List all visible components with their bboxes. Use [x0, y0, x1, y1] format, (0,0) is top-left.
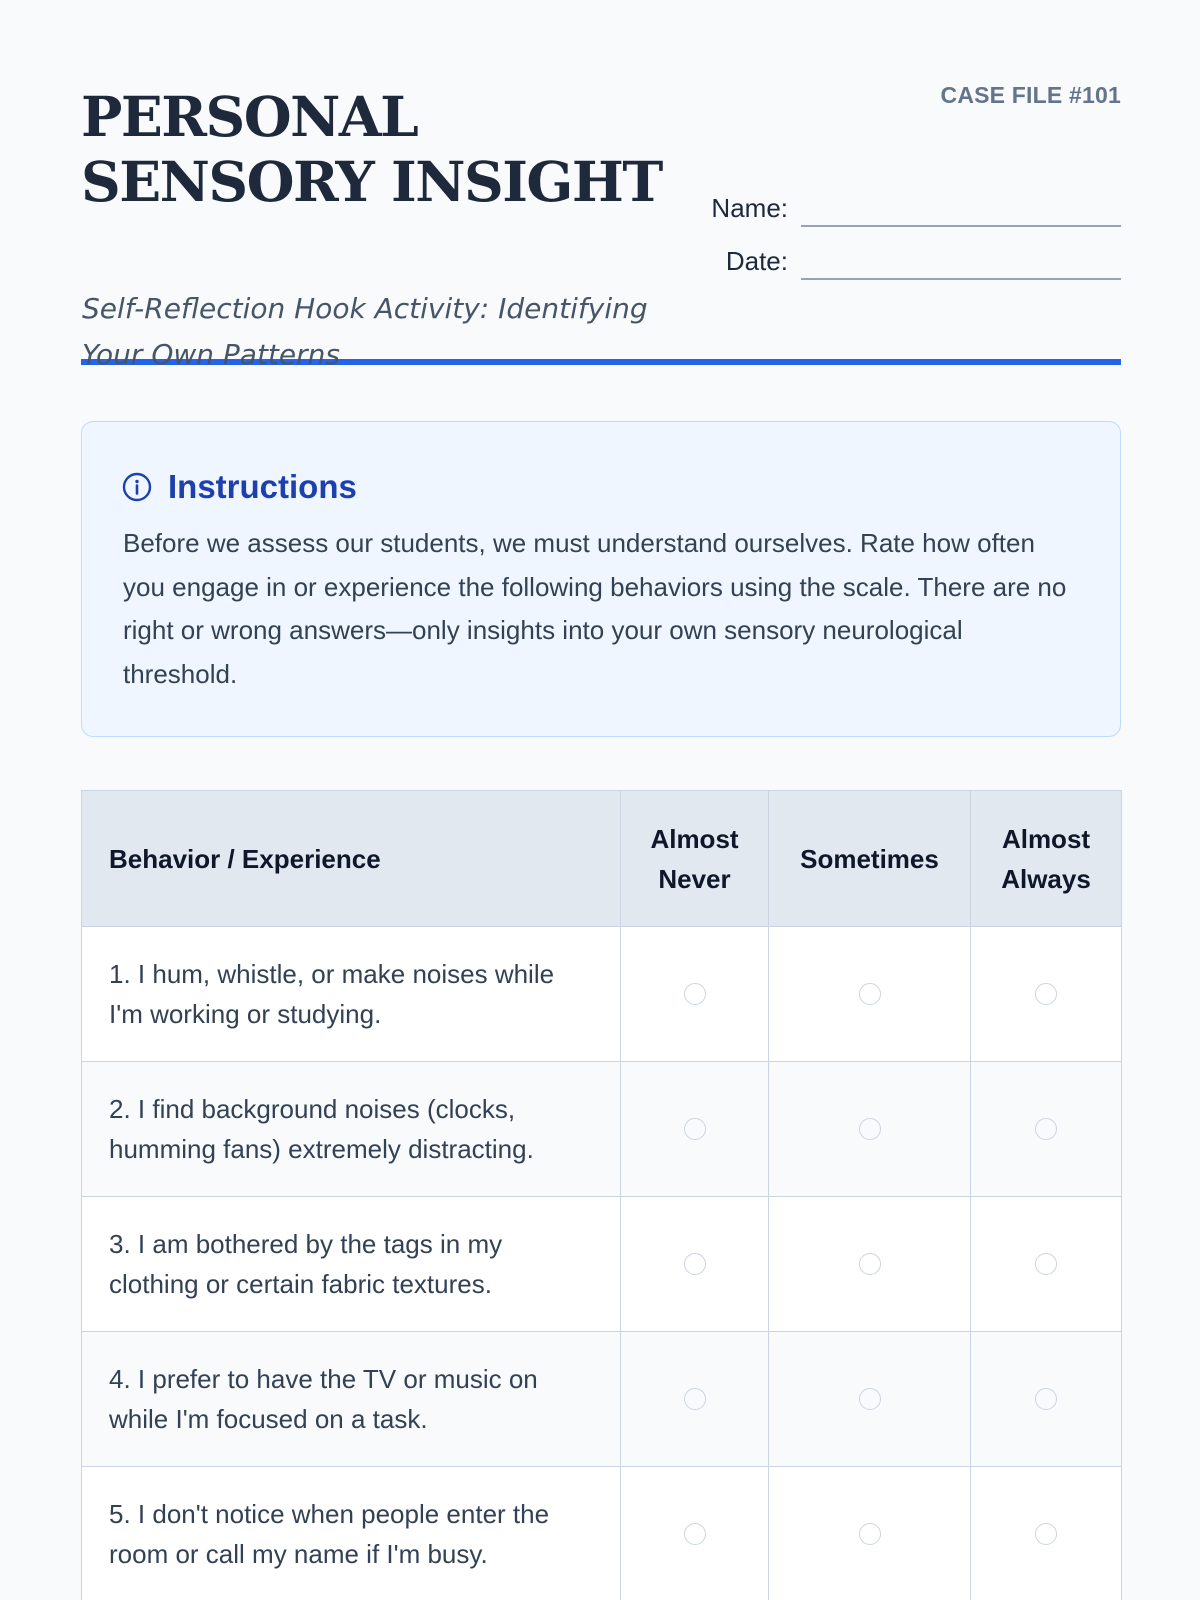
- choice-cell: [621, 1197, 769, 1332]
- radio-almost-never[interactable]: [684, 1253, 706, 1275]
- behavior-rating-table: [81, 790, 1122, 1600]
- table-row: [82, 927, 1122, 1062]
- behavior-text: 1. I hum, whistle, or make noises while I'm working or studying.: [82, 927, 621, 1062]
- choice-cell: [971, 1197, 1122, 1332]
- radio-sometimes[interactable]: [859, 983, 881, 1005]
- info-circle-icon: [122, 472, 152, 502]
- behavior-text: 5. I don't notice when people enter the room or call my name if I'm busy.: [82, 1467, 621, 1600]
- behavior-text: 4. I prefer to have the TV or music on while I'm focused on a task.: [82, 1332, 621, 1467]
- table-row: [82, 1332, 1122, 1467]
- instructions-box: [81, 421, 1121, 737]
- radio-almost-never[interactable]: [684, 983, 706, 1005]
- table-row: [82, 1467, 1122, 1600]
- choice-cell: [621, 1062, 769, 1197]
- choice-cell: [621, 927, 769, 1062]
- radio-almost-always[interactable]: [1035, 1253, 1057, 1275]
- table-row: [82, 1197, 1122, 1332]
- name-input-line[interactable]: [801, 225, 1121, 227]
- behavior-text: 3. I am bothered by the tags in my clothing or certain fabric textures.: [82, 1197, 621, 1332]
- radio-almost-always[interactable]: [1035, 983, 1057, 1005]
- column-header-almost-never: Almost Never: [621, 791, 769, 927]
- instructions-heading: [122, 467, 357, 507]
- radio-sometimes[interactable]: [859, 1253, 881, 1275]
- radio-almost-never[interactable]: [684, 1118, 706, 1140]
- choice-cell: [971, 927, 1122, 1062]
- radio-almost-never[interactable]: [684, 1388, 706, 1410]
- radio-almost-always[interactable]: [1035, 1118, 1057, 1140]
- behavior-text: 2. I find background noises (clocks, humming fans) extremely distracting.: [82, 1062, 621, 1197]
- column-header-behavior: Behavior / Experience: [82, 791, 621, 927]
- instructions-title: Instructions: [168, 468, 357, 505]
- worksheet-header: [81, 60, 1121, 371]
- choice-cell: [971, 1062, 1122, 1197]
- table-header-row: [82, 791, 1122, 927]
- date-input-line[interactable]: [801, 278, 1121, 280]
- radio-almost-always[interactable]: [1035, 1388, 1057, 1410]
- radio-sometimes[interactable]: [859, 1388, 881, 1410]
- column-header-sometimes: Sometimes: [769, 791, 971, 927]
- radio-almost-never[interactable]: [684, 1523, 706, 1545]
- column-header-almost-always: Almost Always: [971, 791, 1122, 927]
- instructions-text: Before we assess our students, we must understand ourselves. Rate how often you engage in or experience the following behaviors using the scale. There are no right or wrong answers—only insights into your own sensory neurological threshold.: [123, 528, 1067, 689]
- radio-sometimes[interactable]: [859, 1118, 881, 1140]
- choice-cell: [769, 1467, 971, 1600]
- date-field-group: [701, 240, 1121, 280]
- name-label: Name:: [711, 193, 788, 223]
- table-row: [82, 1062, 1122, 1197]
- choice-cell: [621, 1332, 769, 1467]
- radio-sometimes[interactable]: [859, 1523, 881, 1545]
- choice-cell: [769, 1062, 971, 1197]
- choice-cell: [769, 1332, 971, 1467]
- choice-cell: [621, 1467, 769, 1600]
- page-subtitle: Self-Reflection Hook Activity: Identifying Your Own Patterns: [82, 292, 648, 371]
- choice-cell: [769, 927, 971, 1062]
- choice-cell: [971, 1467, 1122, 1600]
- date-label: Date:: [725, 246, 788, 276]
- case-file-number: CASE FILE #101: [940, 82, 1121, 108]
- choice-cell: [769, 1197, 971, 1332]
- radio-almost-always[interactable]: [1035, 1523, 1057, 1545]
- page-title: PERSONAL SENSORY INSIGHT: [81, 84, 662, 214]
- choice-cell: [971, 1332, 1122, 1467]
- name-field-group: [701, 187, 1121, 227]
